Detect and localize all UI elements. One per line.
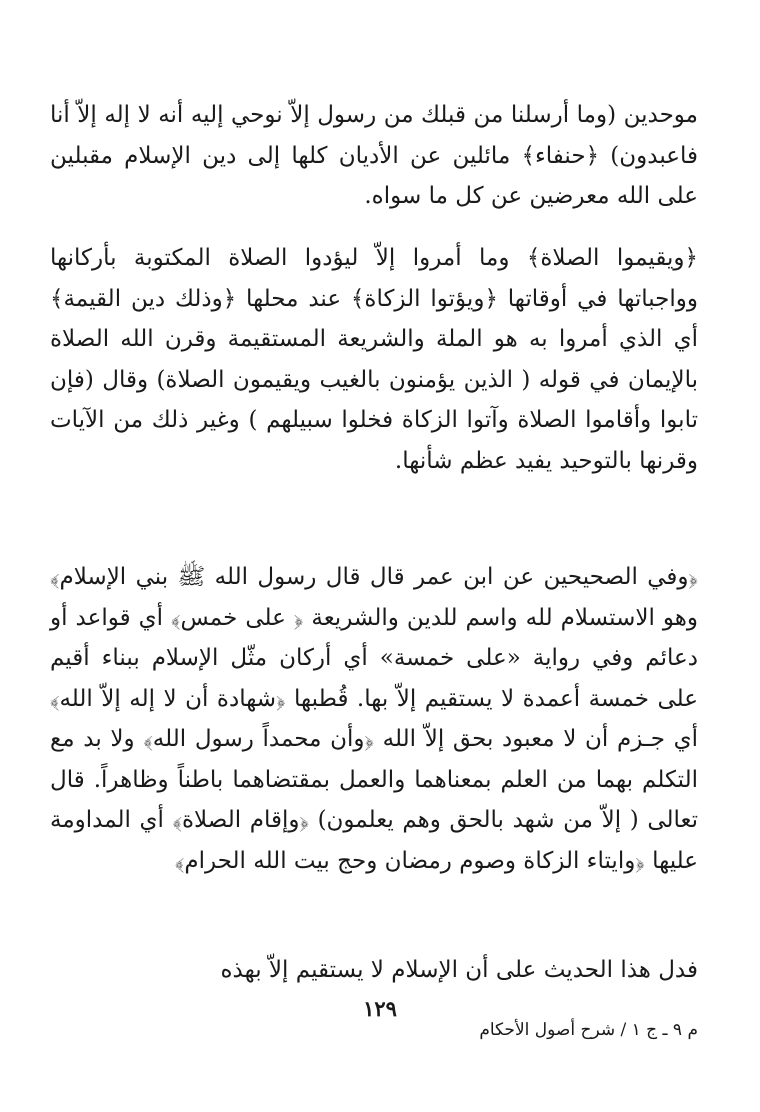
page-number: ١٢٩	[363, 996, 397, 1021]
paragraph-1: موحدين (وما أرسلنا من قبلك من رسول إلاّ نوحي إليه أنه لا إله إلاّ أنا فاعبدون) ﴿حنفاء﴾ مائلين عن الأديان كلها إلى دين الإسلام مقبلين على الله معرضين عن كل ما سواه.	[50, 102, 698, 209]
paragraph-3: ﴿وفي الصحيحين عن ابن عمر قال قال رسول الله ﷺ بني الإسلام﴾ وهو الاستسلام لله واسم للدين والشريعة ﴿ على خمس﴾ أي قواعد أو دعائم وفي رواية «على خمسة» أي أركان مثّل الإسلام ببناء أقيم على خمسة أعمدة لا يستقيم إلاّ بها. قُطبها ﴿شهادة أن لا إله إلاّ الله﴾ أي جـزم أن لا معبود بحق إلاّ الله ﴿وأن محمداً رسول الله﴾ ولا بد مع التكلم بهما من العلم بمعناهما والعمل بمقتضاهما باطناً وظاهراً. قال تعالى ( إلاّ من شهد بالحق وهم يعلمون) ﴿وإقام الصلاة﴾ أي المداومة عليها ﴿وايتاء الزكاة وصوم رمضان وحج بيت الله الحرام﴾	[50, 564, 698, 874]
footer-signature: م ٩ ـ ج ١ / شرح أصول الأحكام	[479, 1020, 698, 1040]
paragraph-2: ﴿ويقيموا الصلاة﴾ وما أمروا إلاّ ليؤدوا الصلاة المكتوبة بأركانها وواجباتها في أوقاتها ﴿ويؤتوا الزكاة﴾ عند محلها ﴿وذلك دين القيمة﴾ أي الذي أمروا به هو الملة والشريعة المستقيمة وقرن الله الصلاة بالإيمان في قوله ( الذين يؤمنون بالغيب ويقيمون الصلاة) وقال (فإن تابوا وأقاموا الصلاة وآتوا الزكاة فخلوا سبيلهم ) وغير ذلك من الآيات وقرنها بالتوحيد يفيد عظم شأنها.	[50, 245, 698, 474]
paragraph-4: فدل هذا الحديث على أن الإسلام لا يستقيم إلاّ بهذه	[220, 957, 698, 983]
